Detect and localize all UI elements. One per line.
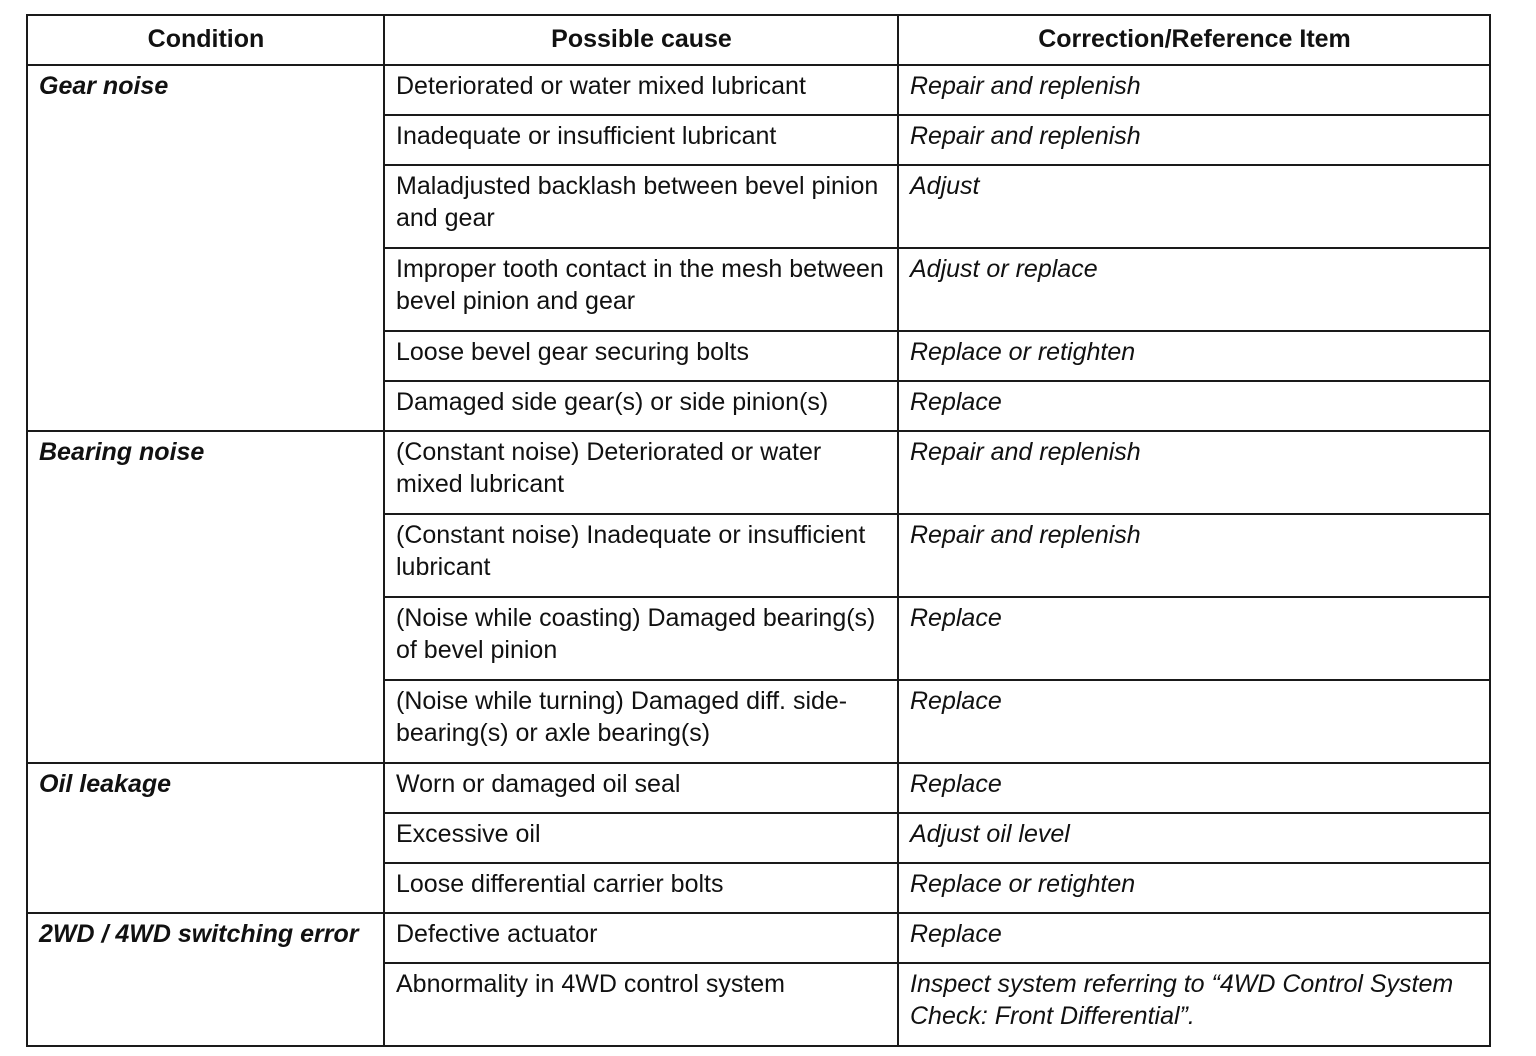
correction-cell: Repair and replenish (898, 514, 1490, 597)
cause-cell: Maladjusted backlash between bevel pinion and gear (384, 165, 898, 248)
cause-cell: Improper tooth contact in the mesh between bevel pinion and gear (384, 248, 898, 331)
table-header-row (27, 15, 1490, 65)
correction-cell: Replace (898, 680, 1490, 763)
cause-cell: Damaged side gear(s) or side pinion(s) (384, 381, 898, 431)
condition-cell: Gear noise (27, 65, 384, 431)
condition-cell: Oil leakage (27, 763, 384, 913)
header-condition: Condition (27, 15, 384, 65)
correction-cell: Repair and replenish (898, 65, 1490, 115)
correction-cell: Adjust or replace (898, 248, 1490, 331)
header-correction: Correction/Reference Item (898, 15, 1490, 65)
correction-cell: Replace (898, 913, 1490, 963)
cause-cell: (Constant noise) Deteriorated or water mixed lubricant (384, 431, 898, 514)
table-row (27, 65, 1490, 115)
header-possible-cause: Possible cause (384, 15, 898, 65)
table-row (27, 431, 1490, 514)
cause-cell: Deteriorated or water mixed lubricant (384, 65, 898, 115)
cause-cell: Worn or damaged oil seal (384, 763, 898, 813)
table-row (27, 913, 1490, 963)
correction-cell: Adjust oil level (898, 813, 1490, 863)
cause-cell: Excessive oil (384, 813, 898, 863)
cause-cell: Loose bevel gear securing bolts (384, 331, 898, 381)
correction-cell: Replace or retighten (898, 331, 1490, 381)
correction-cell: Replace (898, 597, 1490, 680)
correction-cell: Replace (898, 381, 1490, 431)
cause-cell: Loose differential carrier bolts (384, 863, 898, 913)
troubleshooting-table (26, 14, 1491, 1047)
cause-cell: (Noise while coasting) Damaged bearing(s) of bevel pinion (384, 597, 898, 680)
condition-cell: Bearing noise (27, 431, 384, 763)
cause-cell: Defective actuator (384, 913, 898, 963)
cause-cell: Inadequate or insufficient lubricant (384, 115, 898, 165)
correction-cell: Adjust (898, 165, 1490, 248)
table-row (27, 763, 1490, 813)
correction-cell: Repair and replenish (898, 115, 1490, 165)
cause-cell: (Noise while turning) Damaged diff. side-bearing(s) or axle bearing(s) (384, 680, 898, 763)
condition-cell: 2WD / 4WD switching error (27, 913, 384, 1046)
correction-cell: Replace (898, 763, 1490, 813)
correction-cell: Inspect system referring to “4WD Control System Check: Front Differential”. (898, 963, 1490, 1046)
cause-cell: Abnormality in 4WD control system (384, 963, 898, 1046)
correction-cell: Repair and replenish (898, 431, 1490, 514)
correction-cell: Replace or retighten (898, 863, 1490, 913)
cause-cell: (Constant noise) Inadequate or insufficient lubricant (384, 514, 898, 597)
